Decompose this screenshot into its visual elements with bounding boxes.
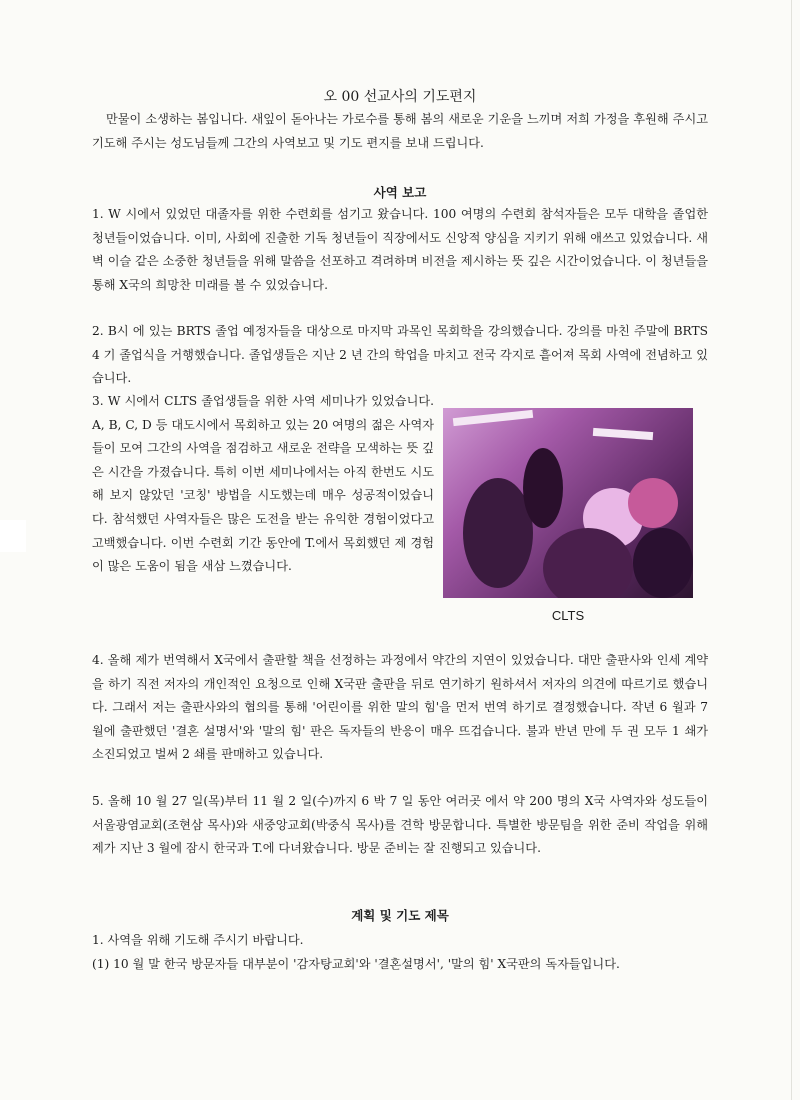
page-edge: [791, 0, 792, 1100]
prayer-item-1: 1. 사역을 위해 기도해 주시기 바랍니다.: [92, 933, 304, 947]
person-silhouette: [523, 448, 563, 528]
margin-redaction: [0, 520, 26, 552]
intro-paragraph: 만물이 소생하는 봄입니다. 새잎이 돋아나는 가로수를 통해 봄의 새로운 기운을 느끼며 저희 가정을 후원해 주시고 기도해 주시는 성도님들께 그간의 사역보고 및 기도 편지를 보내 드립니다.: [92, 112, 708, 150]
report-item-5: 5. 올해 10 월 27 일(목)부터 11 월 2 일(수)까지 6 박 7 일 동안 여러곳 에서 약 200 명의 X국 사역자와 성도들이 서울광염교회(조현삼 목사)와 새중앙교회(박중식 목사)를 견학 방문합니다. 특별한 방문팀을 위한 준비 작업을 위해 제가 지난 3 월에 잠시 한국과 T.에 다녀왔습니다. 방문 준비는 잘 진행되고 있습니다.: [92, 794, 708, 856]
photo-caption: CLTS: [551, 608, 585, 623]
letter-title: 오 00 선교사의 기도편지: [323, 89, 477, 105]
report-item-2: 2. B시 에 있는 BRTS 졸업 예정자들을 대상으로 마지막 과목인 목회학을 강의했습니다. 강의를 마친 주말에 BRTS 4 기 졸업식을 거행했습니다. 졸업생들은 지난 2 년 간의 학업을 마치고 전국 각지로 흩어져 목회 사역에 전념하고 있습니다.: [92, 324, 708, 386]
person-silhouette: [628, 478, 678, 528]
report-item-3: 3. W 시에서 CLTS 졸업생들을 위한 사역 세미나가 있었습니다. A, B, C, D 등 대도시에서 목회하고 있는 20 여명의 젊은 사역자들이 모여 그간의 사역을 점검하고 새로운 전략을 모색하는 뜻 깊은 시간을 가졌습니다. 특히 이번 세미나에서는 아직 한번도 시도해 보지 않았던 '코칭' 방법을 시도했는데 매우 성공적이었습니다. 참석했던 사역자들은 많은 도전을 받는 유익한 경험이었다고 고백했습니다. 이번 수련회 기간 동안에 T.에서 목회했던 제 경험이 많은 도움이 됨을 새삼 느꼈습니다.: [92, 394, 434, 574]
report-item-1: 1. W 시에서 있었던 대졸자를 위한 수련회를 섬기고 왔습니다. 100 여명의 수련회 참석자들은 모두 대학을 졸업한 청년들이었습니다. 이미, 사회에 진출한 기독 청년들이 직장에서도 신앙적 양심을 지키기 위해 애쓰고 있었습니다. 새벽 이슬 같은 소중한 청년들을 위해 말씀을 선포하고 격려하며 비전을 제시하는 뜻 깊은 시간이었습니다. 이 청년들을 통해 X국의 희망찬 미래를 볼 수 있었습니다.: [92, 207, 708, 292]
person-silhouette: [633, 528, 693, 598]
ceiling-light: [453, 410, 533, 426]
report-item-4: 4. 올해 제가 번역해서 X국에서 출판할 책을 선정하는 과정에서 약간의 지연이 있었습니다. 대만 출판사와 인세 계약을 하기 직전 저자의 개인적인 요청으로 인해 X국판 출판을 뒤로 연기하기 원하셔서 저자의 의견에 따르기로 했습니다. 그래서 저는 출판사와의 협의를 통해 '어린이를 위한 말의 힘'을 먼저 번역 하기로 결정했습니다. 작년 6 월과 7 월에 출판했던 '결혼 설명서'와 '말의 힘' 판은 독자들의 반응이 매우 뜨겁습니다. 불과 반년 만에 두 권 모두 1 쇄가 소진되었고 벌써 2 쇄를 판매하고 있습니다.: [92, 653, 708, 762]
clts-seminar-photo: [443, 408, 693, 598]
section-heading-prayer: 계획 및 기도 제목: [351, 908, 449, 923]
section-heading-report: 사역 보고: [373, 185, 427, 200]
person-silhouette: [543, 528, 633, 598]
prayer-item-1-1: (1) 10 월 말 한국 방문자들 대부분이 '감자탕교회'와 '결혼설명서', '말의 힘' X국판의 독자들입니다.: [92, 957, 620, 971]
ceiling-light: [593, 428, 653, 440]
